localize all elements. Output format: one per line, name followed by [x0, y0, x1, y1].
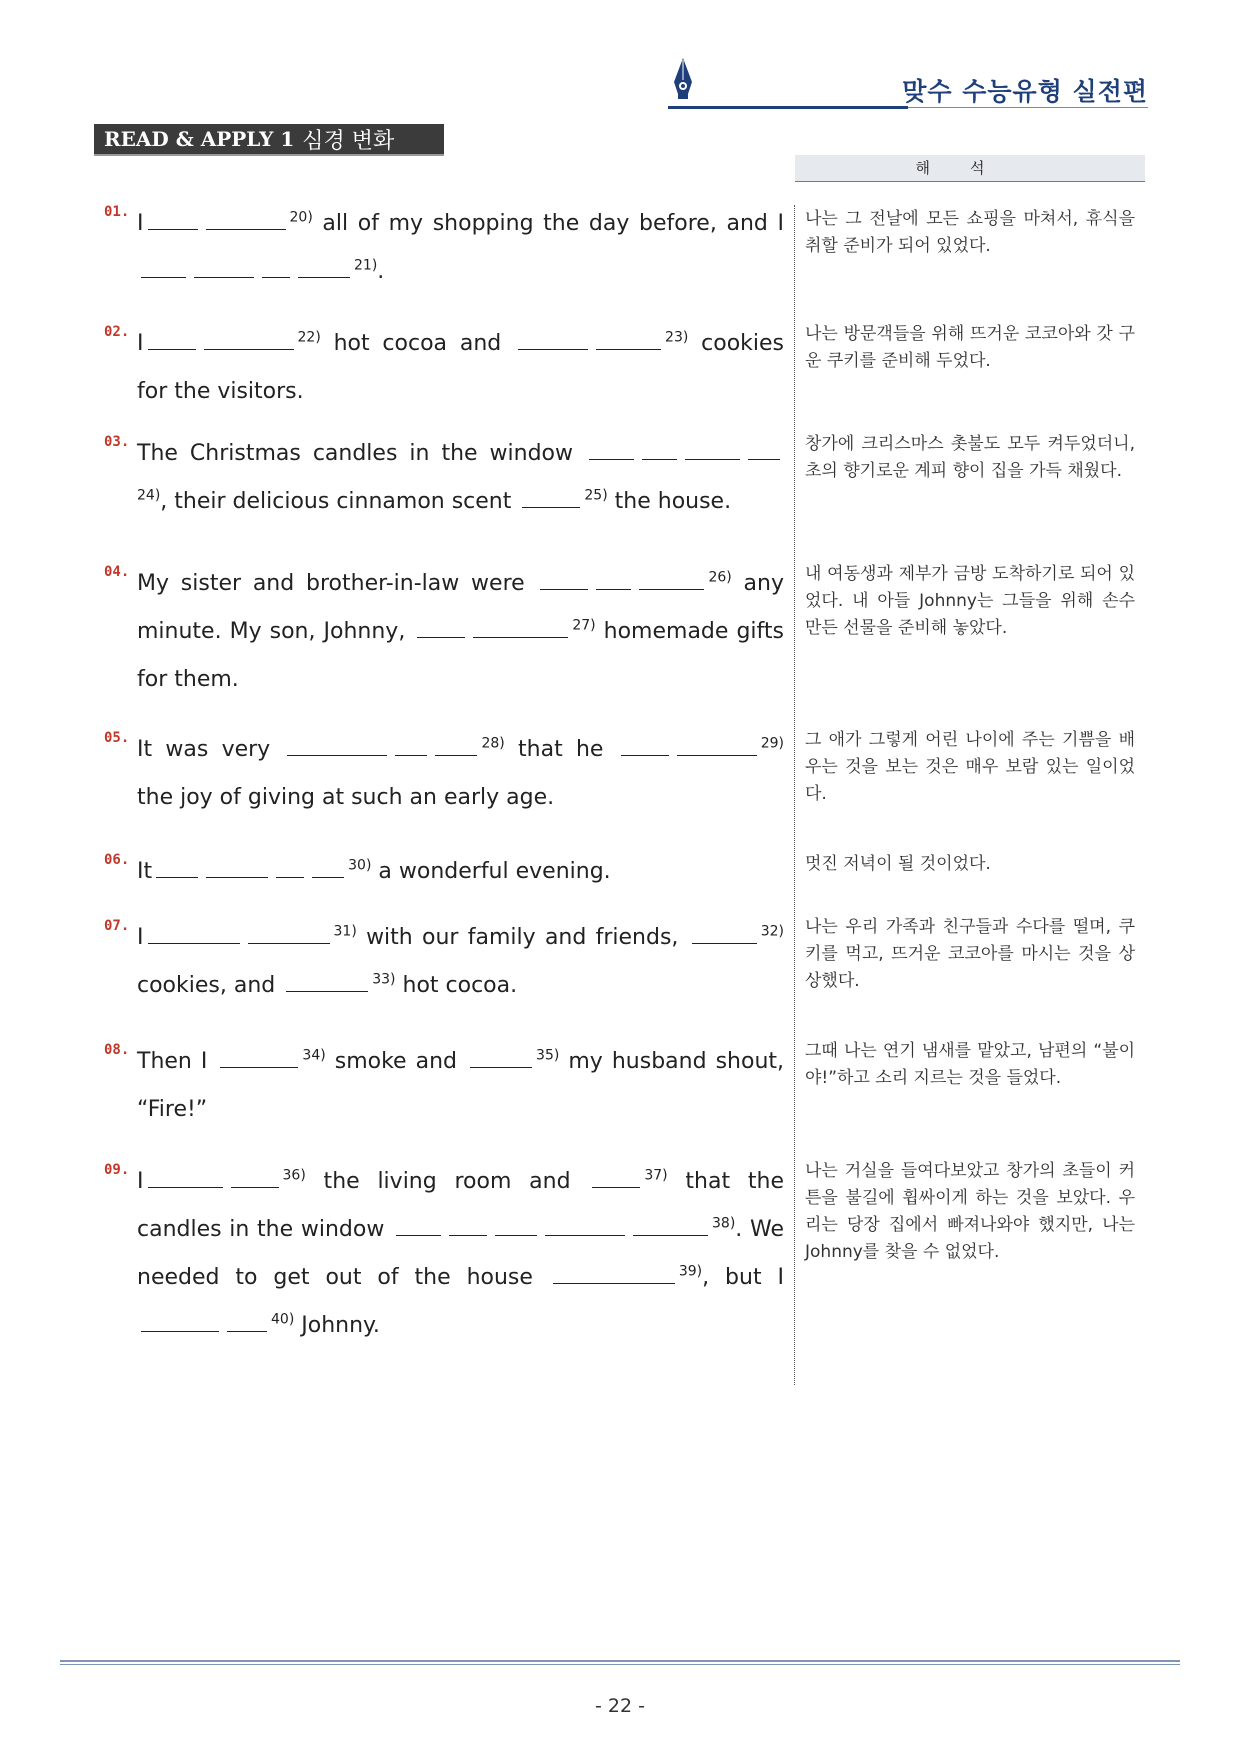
sentence-text: a wonderful evening. — [371, 859, 611, 884]
answer-blank[interactable] — [206, 857, 268, 878]
english-sentence — [137, 200, 784, 296]
answer-blank[interactable] — [262, 257, 290, 278]
blank-number: 40) — [271, 1311, 295, 1328]
sentence-text: cookies for the visitors. — [137, 331, 785, 404]
sentence-text: My sister and brother-in-law were — [137, 571, 537, 596]
sentence-text: the joy of giving at such an early age. — [137, 785, 555, 810]
korean-translation: 나는 방문객들을 위해 뜨거운 코코아와 갓 구운 쿠키를 준비해 두었다. — [805, 324, 1135, 371]
exercise-item — [104, 200, 784, 296]
item-number: 06. — [104, 852, 130, 868]
answer-blank[interactable] — [748, 439, 780, 460]
answer-blank[interactable] — [545, 1215, 625, 1236]
answer-blank[interactable] — [248, 923, 330, 944]
blank-number: 25) — [584, 487, 608, 504]
item-number: 07. — [104, 918, 130, 934]
sentence-text: It — [137, 859, 153, 884]
sentence-text: . We needed to get out of the house — [137, 1217, 784, 1290]
answer-blank[interactable] — [596, 569, 631, 590]
sentence-text: the house. — [607, 489, 732, 514]
answer-blank[interactable] — [156, 857, 198, 878]
sentence-text: all of my shopping the day before, and I — [312, 211, 784, 236]
section-label — [94, 124, 444, 154]
sentence-text: hot cocoa. — [395, 973, 518, 998]
answer-blank[interactable] — [473, 617, 568, 638]
english-sentence — [137, 726, 784, 822]
exercise-item — [104, 726, 784, 822]
sentence-text: I — [137, 1169, 144, 1194]
answer-blank[interactable] — [276, 857, 304, 878]
sentence-text: I — [137, 331, 144, 356]
answer-blank[interactable] — [470, 1047, 532, 1068]
korean-translation: 내 여동생과 제부가 금방 도착하기로 되어 있었다. 내 아들 Johnny는 그들을 위해 손수 만든 선물을 준비해 놓았다. — [805, 564, 1135, 638]
blank-number: 38) — [712, 1215, 736, 1232]
answer-blank[interactable] — [596, 329, 661, 350]
english-sentence — [137, 320, 784, 416]
blank-number: 24) — [137, 487, 161, 504]
answer-blank[interactable] — [495, 1215, 537, 1236]
korean-translation: 그때 나는 연기 냄새를 맡았고, 남편의 “불이야!”하고 소리 지르는 것을 들었다. — [805, 1041, 1135, 1088]
item-number: 08. — [104, 1042, 130, 1058]
item-number: 05. — [104, 730, 130, 746]
exercise-item — [104, 430, 784, 526]
blank-number: 34) — [302, 1047, 326, 1064]
sentence-text: It was very — [137, 737, 284, 762]
blank-number: 37) — [644, 1167, 668, 1184]
korean-translation: 나는 그 전날에 모든 쇼핑을 마쳐서, 휴식을 취할 준비가 되어 있었다. — [805, 209, 1135, 256]
column-divider — [794, 205, 795, 1385]
exercise-item — [104, 848, 784, 896]
korean-translation: 그 애가 그렇게 어린 나이에 주는 기쁨을 배우는 것을 보는 것은 매우 보람 있는 일이었다. — [805, 730, 1135, 804]
english-sentence — [137, 914, 784, 1010]
sentence-text: any minute. My son, Johnny, — [137, 571, 785, 644]
answer-blank[interactable] — [633, 1215, 708, 1236]
blank-number: 27) — [572, 617, 596, 634]
exercise-item — [104, 1038, 784, 1134]
korean-translation: 나는 우리 가족과 친구들과 수다를 떨며, 쿠키를 먹고, 뜨거운 코코아를 마시는 것을 상상했다. — [805, 917, 1135, 991]
section-label-ko: 심경 변화 — [302, 128, 395, 154]
blank-number: 39) — [678, 1263, 703, 1280]
sentence-text: . — [377, 259, 385, 284]
answer-blank[interactable] — [141, 257, 186, 278]
answer-blank[interactable] — [298, 257, 350, 278]
korean-translation: 나는 거실을 들여다보았고 창가의 초들이 커튼을 불길에 휩싸이게 하는 것을 보았다. 우리는 당장 집에서 빠져나와야 했지만, 나는 Johnny를 찾을 수 없었다. — [805, 1161, 1135, 1262]
answer-blank[interactable] — [206, 209, 286, 230]
sentence-text: I — [137, 925, 144, 950]
exercise-item — [104, 320, 784, 416]
header-rule — [668, 106, 908, 109]
answer-blank[interactable] — [642, 439, 677, 460]
item-number: 02. — [104, 324, 130, 340]
blank-number: 20) — [289, 209, 313, 226]
sentence-text: that the candles in the window — [137, 1169, 784, 1242]
blank-number: 31) — [333, 923, 357, 940]
sentence-text: smoke and — [325, 1049, 467, 1074]
blank-number: 28) — [481, 735, 505, 752]
answer-blank[interactable] — [148, 1167, 223, 1188]
blank-number: 29) — [760, 735, 785, 752]
sentence-text: hot cocoa and — [320, 331, 515, 356]
sentence-text: that he — [504, 737, 617, 762]
sentence-text: , their delicious cinnamon scent — [160, 489, 519, 514]
english-sentence — [137, 1038, 784, 1134]
sentence-text: I — [137, 211, 144, 236]
blank-number: 36) — [282, 1167, 306, 1184]
answer-blank[interactable] — [589, 439, 634, 460]
answer-blank[interactable] — [148, 209, 198, 230]
footer-rule-thin — [60, 1664, 1180, 1665]
answer-blank[interactable] — [148, 923, 240, 944]
answer-blank[interactable] — [417, 617, 465, 638]
sentence-text: cookies, and — [137, 973, 283, 998]
answer-blank[interactable] — [395, 735, 427, 756]
blank-number: 23) — [665, 329, 689, 346]
answer-blank[interactable] — [518, 329, 588, 350]
item-number: 09. — [104, 1162, 130, 1178]
blank-number: 22) — [297, 329, 321, 346]
sentence-text: the living room and — [305, 1169, 589, 1194]
answer-blank[interactable] — [639, 569, 704, 590]
section-underline — [94, 154, 444, 156]
section-label-en: READ & APPLY 1 — [104, 127, 295, 151]
series-title: 맞수 수능유형 실전편 — [902, 77, 1148, 106]
blank-number: 32) — [760, 923, 784, 940]
item-number: 01. — [104, 204, 130, 220]
answer-blank[interactable] — [286, 971, 368, 992]
sentence-text: with our family and friends, — [356, 925, 688, 950]
answer-blank[interactable] — [204, 329, 294, 350]
answer-blank[interactable] — [220, 1047, 298, 1068]
english-sentence — [137, 848, 784, 896]
answer-blank[interactable] — [621, 735, 669, 756]
answer-blank[interactable] — [685, 439, 740, 460]
korean-translation: 멋진 저녁이 될 것이었다. — [805, 854, 991, 874]
answer-blank[interactable] — [692, 923, 757, 944]
exercise-item — [104, 914, 784, 1010]
blank-number: 30) — [348, 857, 372, 874]
answer-blank[interactable] — [522, 487, 580, 508]
sentence-text: The Christmas candles in the window — [137, 441, 585, 466]
answer-blank[interactable] — [148, 329, 196, 350]
sentence-text: , but I — [702, 1265, 784, 1290]
answer-blank[interactable] — [287, 735, 387, 756]
answer-blank[interactable] — [227, 1311, 267, 1332]
fountain-pen-logo-icon — [668, 56, 698, 106]
answer-blank[interactable] — [396, 1215, 441, 1236]
answer-blank[interactable] — [141, 1311, 219, 1332]
footer-rule — [60, 1660, 1180, 1662]
answer-blank[interactable] — [540, 569, 588, 590]
blank-number: 35) — [536, 1047, 560, 1064]
answer-blank[interactable] — [677, 735, 757, 756]
exercise-item — [104, 1158, 784, 1350]
answer-blank[interactable] — [449, 1215, 487, 1236]
page-number: - 22 - — [595, 1695, 645, 1717]
sentence-text: Then I — [137, 1049, 217, 1074]
english-sentence — [137, 430, 784, 526]
exercise-item — [104, 560, 784, 704]
english-sentence — [137, 1158, 784, 1350]
sentence-text: homemade gifts for them. — [137, 619, 784, 692]
english-sentence — [137, 560, 784, 704]
sentence-text: my husband shout, “Fire!” — [137, 1049, 785, 1122]
blank-number: 33) — [372, 971, 396, 988]
answer-blank[interactable] — [435, 735, 477, 756]
blank-number: 26) — [708, 569, 732, 586]
answer-blank[interactable] — [194, 257, 254, 278]
korean-translation: 창가에 크리스마스 촛불도 모두 켜두었더니, 초의 향기로운 계피 향이 집을 가득 채웠다. — [805, 434, 1135, 481]
answer-blank[interactable] — [553, 1263, 675, 1284]
answer-blank[interactable] — [312, 857, 344, 878]
item-number: 04. — [104, 564, 130, 580]
translation-header: 해석 — [795, 155, 1145, 182]
item-number: 03. — [104, 434, 130, 450]
blank-number: 21) — [354, 257, 378, 274]
answer-blank[interactable] — [592, 1167, 640, 1188]
sentence-text: Johnny. — [294, 1313, 380, 1338]
answer-blank[interactable] — [231, 1167, 279, 1188]
